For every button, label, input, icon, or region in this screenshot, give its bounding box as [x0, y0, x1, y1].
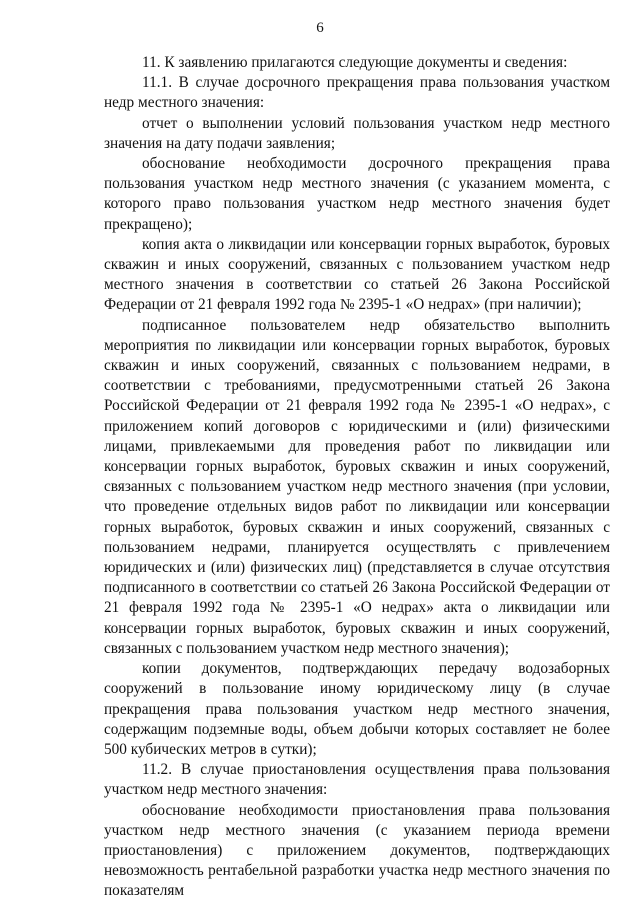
- clause-11-1-heading: 11.1. В случае досрочного прекращения права пользования участком недр местного значения:: [104, 74, 610, 112]
- list-item-report: отчет о выполнении условий пользования участком недр местного значения на дату подачи заявления;: [104, 114, 610, 152]
- clause-11-2-heading: 11.2. В случае приостановления осуществления права пользования участком недр местного значения:: [104, 761, 610, 799]
- list-item-obligation: подписанное пользователем недр обязательство выполнить мероприятия по ликвидации или консервации горных выработок, буровых скважин и иных сооружений, связанных с пользованием недрами, в соответствии с требованиями, предусмотренными статьей 26 Закона Российской Федерации от 21 февраля 1992 года № 2395-1 «О недрах», с приложением копий договоров с юридическими и (или) физическими лицами, привлекаемыми для проведения работ по ликвидации или консервации горных выработок, буровых скважин и иных сооружений, связанных с пользованием участком недр местного значения (при условии, что проведение отдельных видов работ по ликвидации или консервации горных выработок, буровых скважин и иных сооружений, связанных с пользованием недрами, планируется осуществлять с привлечением юридических и (или) физических лиц) (представляется в случае отсутствия подписанного в соответствии со статьей 26 Закона Российской Федерации от 21 февраля 1992 года № 2395-1 «О недрах» акта о ликвидации или консервации горных выработок, буровых скважин и иных сооружений, связанных с пользованием участком недр местного значения);: [104, 316, 610, 657]
- page-number: 6: [316, 20, 324, 36]
- list-item-liquidation-act: копия акта о ликвидации или консервации горных выработок, буровых скважин и иных сооружений, связанных с пользованием участком недр местного значения в соответствии со статьей 26 Закона Российской Федерации от 21 февраля 1992 года № 2395-1 «О недрах» (при наличии);: [104, 235, 610, 314]
- list-item-transfer-documents: копии документов, подтверждающих передачу водозаборных сооружений в пользование иному юридическому лицу (в случае прекращения права пользования участком недр местного значения, содержащим подземные воды, объем добычи которых составляет не более 500 кубических метров в сутки);: [104, 660, 610, 758]
- clause-11-intro: 11. К заявлению прилагаются следующие документы и сведения:: [142, 54, 568, 71]
- document-body: [104, 53, 610, 902]
- list-item-justification: обоснование необходимости досрочного прекращения права пользования участком недр местного значения (с указанием момента, с которого право пользования участком недр местного значения будет прекращено);: [104, 155, 610, 233]
- list-item-suspension-justification: обоснование необходимости приостановления права пользования участком недр местного значения (с указанием периода времени приостановления) с приложением документов, подтверждающих невозможность рентабельной разработки участка недр местного значения по показателям: [104, 801, 610, 900]
